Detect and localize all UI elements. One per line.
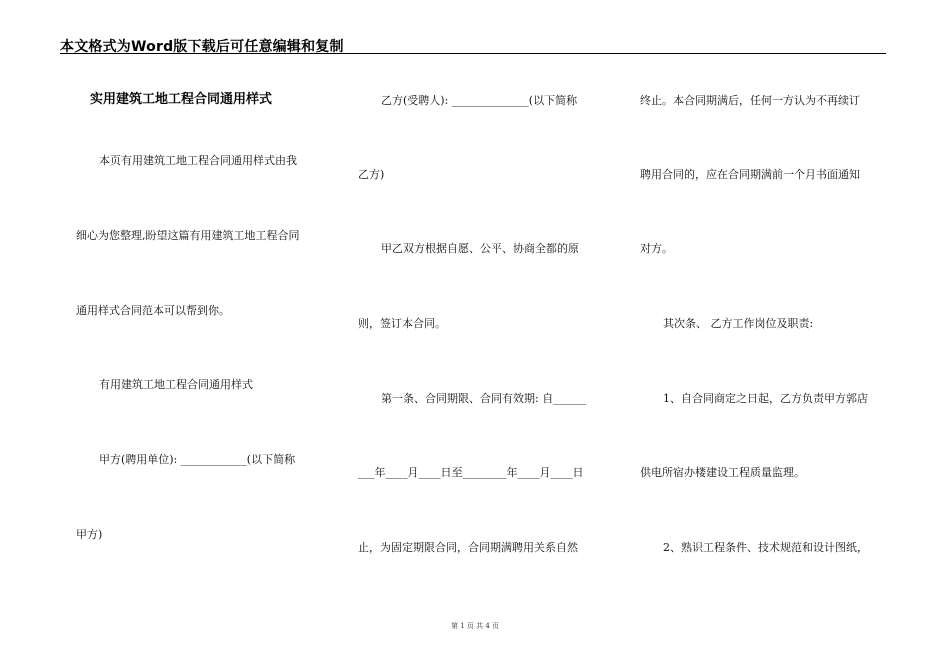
paragraph-line: 1、自合同商定之日起，乙方负责甲方郭店 — [663, 392, 868, 405]
download-banner: 本文格式为Word版下载后可任意编辑和复制 — [60, 39, 344, 55]
paragraph-line: 供电所宿办楼建设工程质量监理。 — [640, 466, 805, 479]
paragraph-line: 有用建筑工地工程合同通用样式 — [99, 378, 253, 391]
paragraph-line: 终止。本合同期满后，任何一方认为不再续订 — [640, 94, 860, 107]
text-column-3 — [640, 0, 892, 672]
page-number: 第 1 页 共 4 页 — [450, 622, 500, 630]
paragraph-line: 乙方) — [358, 168, 385, 181]
text-column-1 — [76, 0, 328, 672]
paragraph-line: 通用样式合同范本可以帮到你。 — [76, 304, 230, 317]
paragraph-line: 本页有用建筑工地工程合同通用样式由我 — [99, 154, 297, 167]
text-column-2 — [358, 0, 610, 672]
paragraph-line: 细心为您整理,盼望这篇有用建筑工地工程合同 — [76, 229, 300, 242]
paragraph-line: 第一条、合同期限、合同有效期: 自______ — [381, 392, 587, 405]
paragraph-line: 2、熟识工程条件、技术规范和设计图纸， — [663, 541, 868, 554]
paragraph-line: 甲乙双方根据自愿、公平、协商全都的原 — [381, 242, 579, 255]
paragraph-line: 对方。 — [640, 242, 673, 255]
paragraph-line: 甲方(聘用单位): ____________(以下简称 — [99, 453, 296, 466]
document-title: 实用建筑工地工程合同通用样式 — [90, 92, 273, 107]
paragraph-line: 聘用合同的，应在合同期满前一个月书面通知 — [640, 168, 860, 181]
paragraph-line: 止，为固定期限合同，合同期满聘用关系自然 — [358, 541, 578, 554]
paragraph-line: 甲方) — [76, 528, 103, 541]
paragraph-line: 乙方(受聘人): ______________(以下简称 — [381, 94, 578, 107]
paragraph-line: ___年____月____日至________年____月____日 — [358, 466, 584, 479]
paragraph-line: 其次条、 乙方工作岗位及职责: — [663, 317, 814, 330]
paragraph-line: 则，签订本合同。 — [358, 317, 446, 330]
